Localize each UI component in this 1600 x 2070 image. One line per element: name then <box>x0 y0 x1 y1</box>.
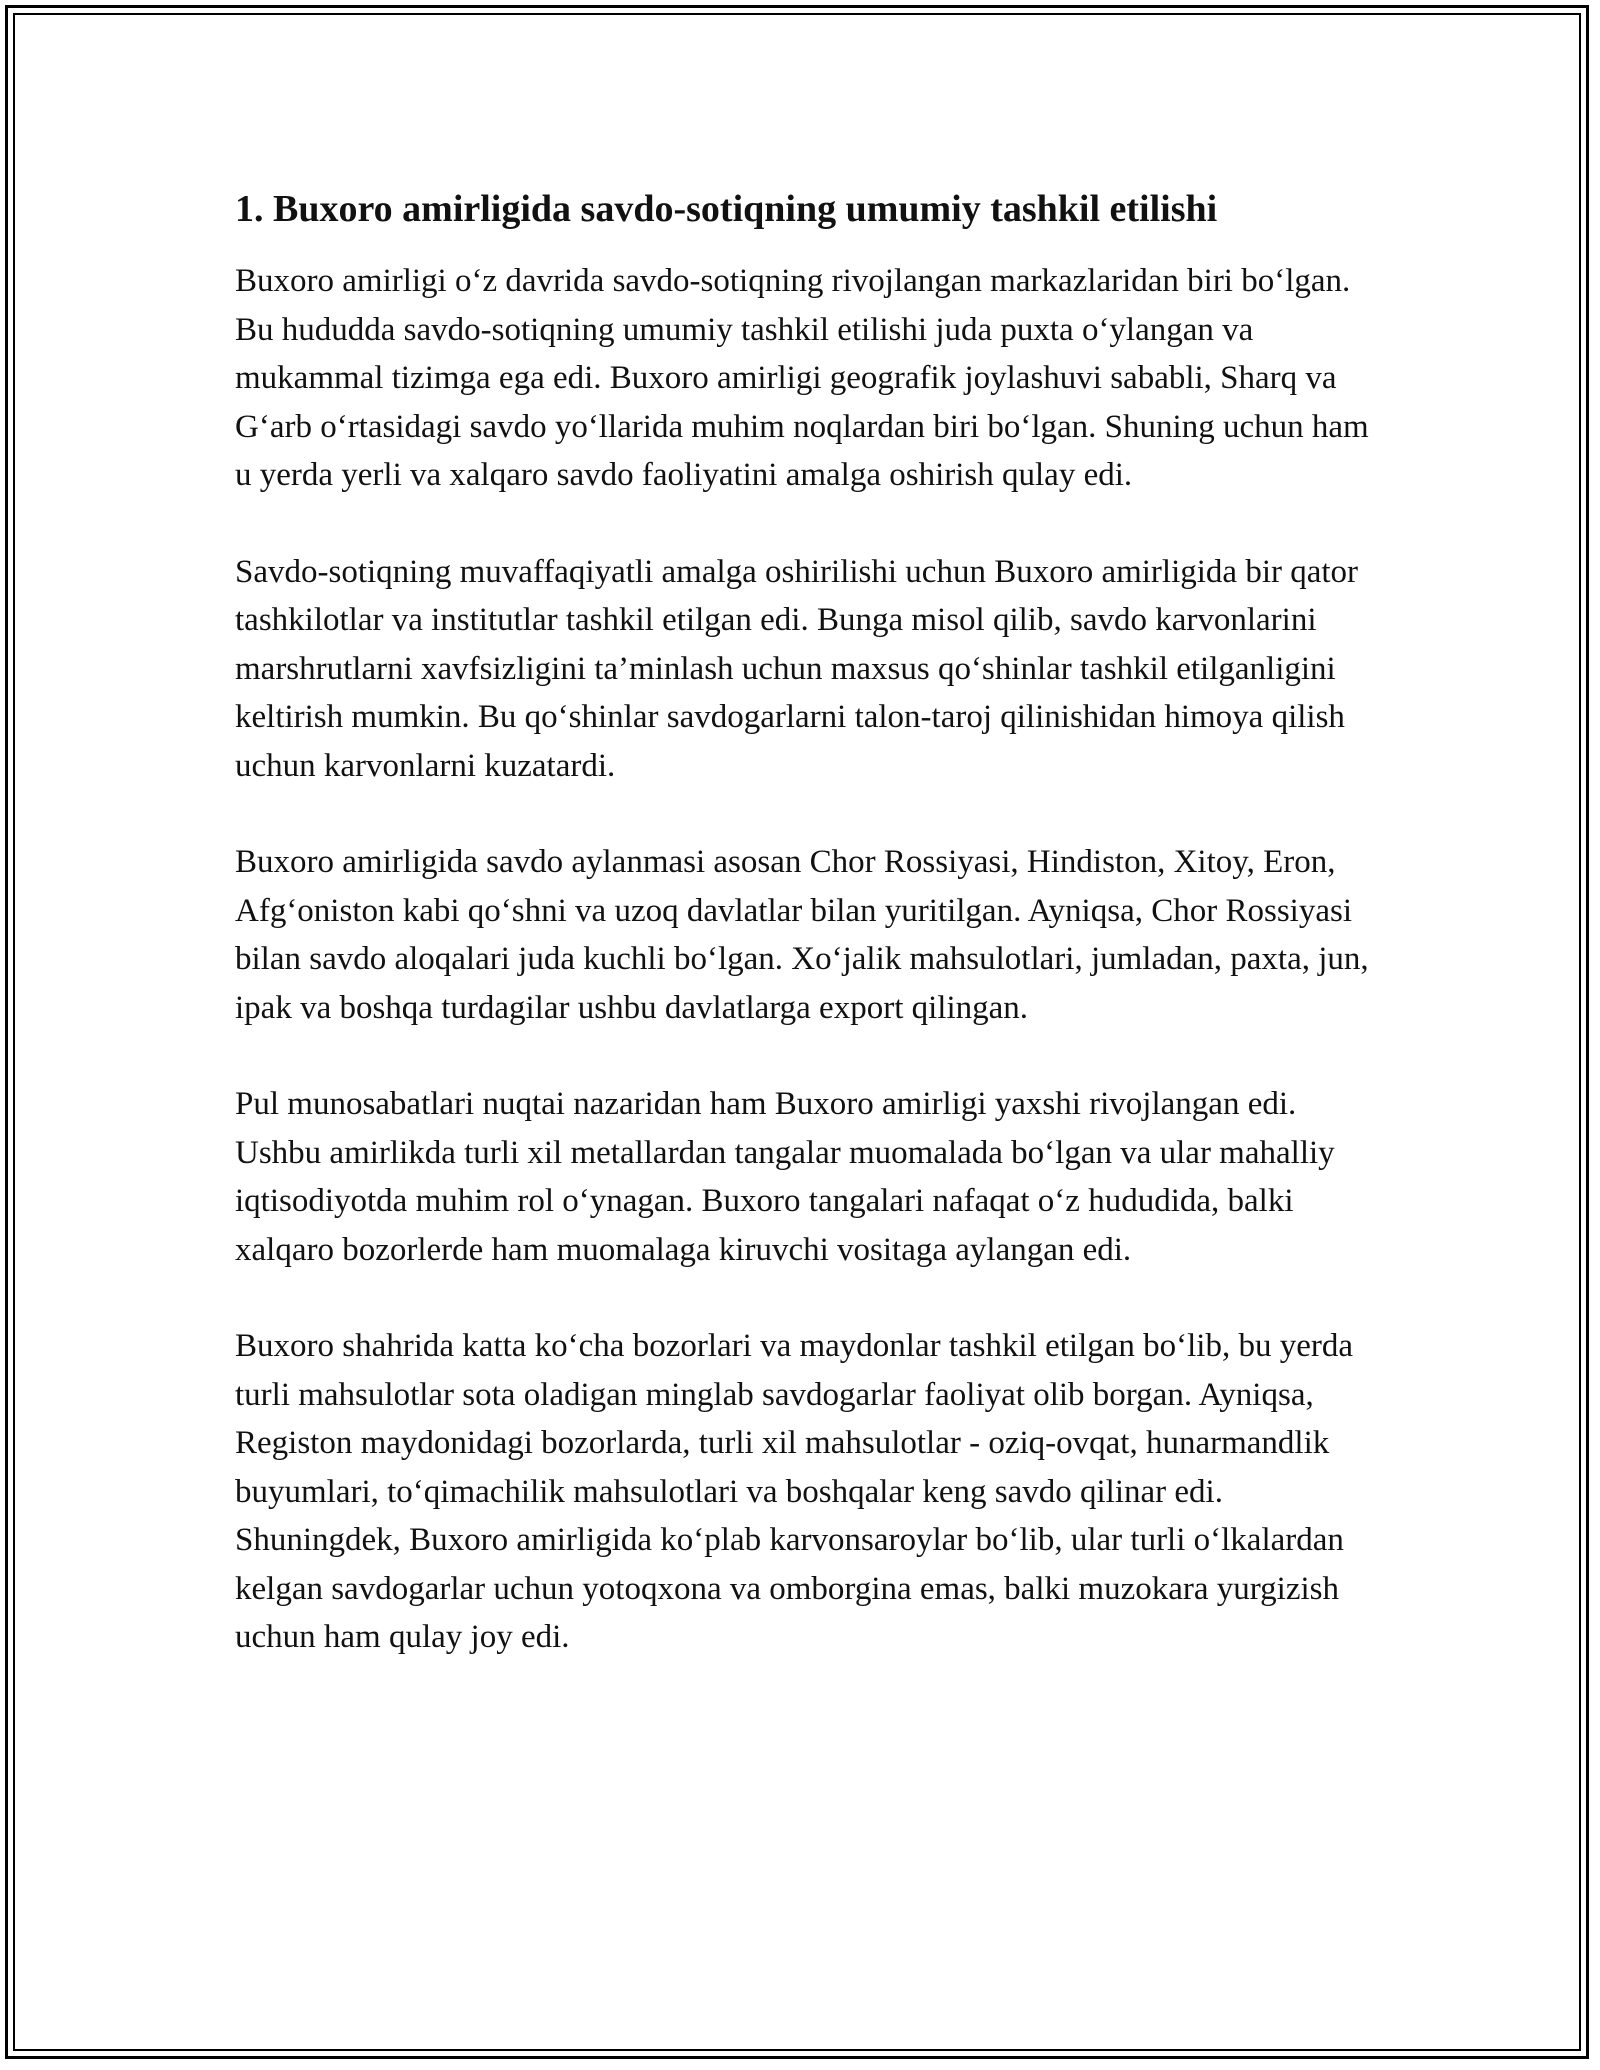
section-heading: 1. Buxoro amirligida savdo-sotiqning umumiy tashkil etilishi <box>235 188 1218 230</box>
paragraph-1: Buxoro amirligi o‘z davrida savdo-sotiqning rivojlangan markazlaridan biri bo‘lgan. Bu hududda savdo-sotiqning umumiy tashkil etilishi juda puxta o‘ylangan va mukammal tizimga ega edi. Buxoro amirligi geografik joylashuvi sababli, Sharq va G‘arb o‘rtasidagi savdo yo‘llarida muhim noqlardan biri bo‘lgan. Shuning uchun ham u yerda yerli va xalqaro savdo faoliyatini amalga oshirish qulay edi. <box>235 263 1369 493</box>
paragraph-3: Buxoro amirligida savdo aylanmasi asosan Chor Rossiyasi, Hindiston, Xitoy, Eron, Afg‘oniston kabi qo‘shni va uzoq davlatlar bilan yuritilgan. Ayniqsa, Chor Rossiyasi bilan savdo aloqalari juda kuchli bo‘lgan. Xo‘jalik mahsulotlari, jumladan, paxta, jun, ipak va boshqa turdagilar ushbu davlatlarga export qilingan. <box>235 844 1369 1026</box>
document-body <box>235 185 1385 1710</box>
paragraph-5: Buxoro shahrida katta ko‘cha bozorlari va maydonlar tashkil etilgan bo‘lib, bu yerda turli mahsulotlar sota oladigan minglab savdogarlar faoliyat olib borgan. Ayniqsa, Registon maydonidagi bozorlarda, turli xil mahsulotlar - oziq-ovqat, hunarmandlik buyumlari, to‘qimachilik mahsulotlari va boshqalar keng savdo qilinar edi. Shuningdek, Buxoro amirligida ko‘plab karvonsaroylar bo‘lib, ular turli o‘lkalardan kelgan savdogarlar uchun yotoqxona va omborgina emas, balki muzokara yurgizish uchun ham qulay joy edi. <box>235 1328 1353 1655</box>
paragraph-4: Pul munosabatlari nuqtai nazaridan ham Buxoro amirligi yaxshi rivojlangan edi. Ushbu amirlikda turli xil metallardan tangalar muomalada bo‘lgan va ular mahalliy iqtisodiyotda muhim rol o‘ynagan. Buxoro tangalari nafaqat o‘z hududida, balki xalqaro bozorlerde ham muomalaga kiruvchi vositaga aylangan edi. <box>235 1086 1335 1268</box>
paragraph-2: Savdo-sotiqning muvaffaqiyatli amalga oshirilishi uchun Buxoro amirligida bir qator tashkilotlar va institutlar tashkil etilgan edi. Bunga misol qilib, savdo karvonlarini marshrutlarni xavfsizligini ta’minlash uchun maxsus qo‘shinlar tashkil etilganligini keltirish mumkin. Bu qo‘shinlar savdogarlarni talon-taroj qilinishidan himoya qilish uchun karvonlarni kuzatardi. <box>235 553 1359 784</box>
